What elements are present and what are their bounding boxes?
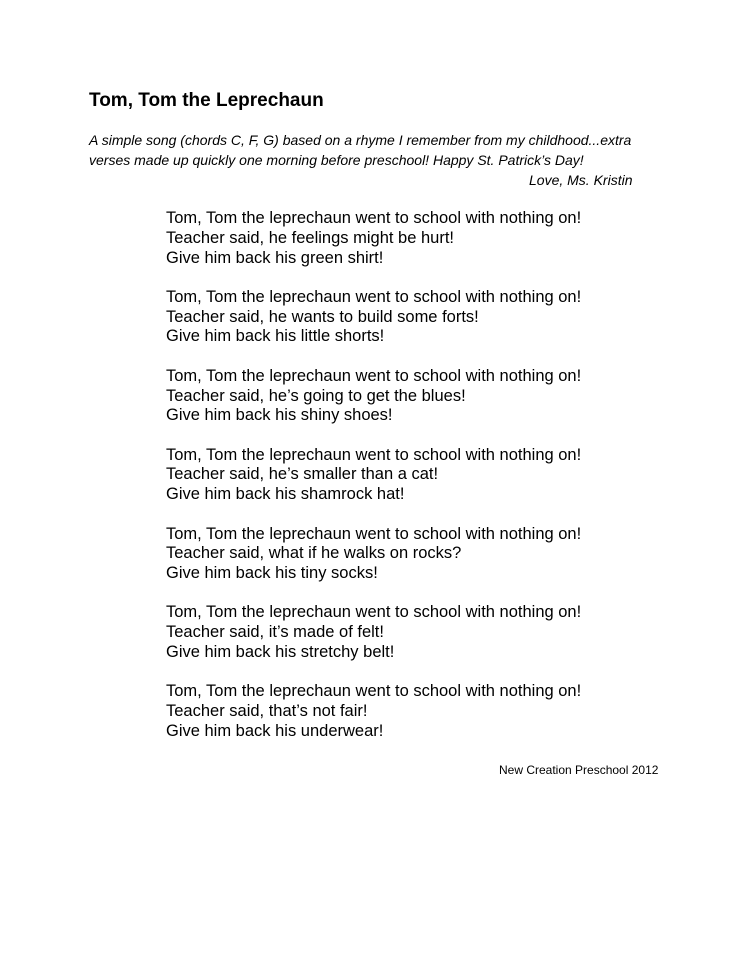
footer-credit: New Creation Preschool 2012	[499, 763, 659, 777]
verse-line: Give him back his little shorts!	[166, 327, 385, 346]
verse-7	[166, 682, 686, 741]
verse-line: Give him back his shiny shoes!	[166, 406, 393, 425]
verse-line: Teacher said, what if he walks on rocks?	[166, 544, 462, 563]
intro-line: verses made up quickly one morning before preschool! Happy St. Patrick’s Day!	[89, 152, 584, 168]
verse-line: Teacher said, that’s not fair!	[166, 702, 368, 721]
verse-line: Give him back his stretchy belt!	[166, 643, 395, 662]
verse-line: Tom, Tom the leprechaun went to school with nothing on!	[166, 445, 582, 464]
verse-line: Tom, Tom the leprechaun went to school with nothing on!	[166, 682, 582, 701]
verse-4	[166, 446, 686, 505]
song-title: Tom, Tom the Leprechaun	[89, 90, 324, 111]
verse-line: Teacher said, he wants to build some forts!	[166, 307, 479, 326]
verse-line: Tom, Tom the leprechaun went to school with nothing on!	[166, 524, 582, 543]
verse-line: Tom, Tom the leprechaun went to school with nothing on!	[166, 366, 582, 385]
intro-note	[89, 130, 669, 170]
verse-line: Tom, Tom the leprechaun went to school with nothing on!	[166, 209, 582, 227]
intro-line: A simple song (chords C, F, G) based on a rhyme I remember from my childhood...extra	[89, 132, 632, 148]
verse-6	[166, 603, 686, 662]
signoff: Love, Ms. Kristin	[529, 172, 633, 188]
verse-line: Give him back his shamrock hat!	[166, 485, 405, 504]
verse-line: Give him back his underwear!	[166, 721, 384, 740]
verse-line: Teacher said, he’s smaller than a cat!	[166, 465, 439, 484]
verse-3	[166, 367, 686, 426]
verse-5	[166, 525, 686, 584]
verse-line: Give him back his green shirt!	[166, 248, 384, 267]
song-verses	[166, 209, 686, 761]
verse-line: Give him back his tiny socks!	[166, 564, 378, 583]
verse-2	[166, 288, 686, 347]
verse-line: Teacher said, he feelings might be hurt!	[166, 228, 455, 247]
verse-1	[166, 209, 686, 268]
verse-line: Tom, Tom the leprechaun went to school with nothing on!	[166, 603, 582, 622]
verse-line: Tom, Tom the leprechaun went to school with nothing on!	[166, 287, 582, 306]
verse-line: Teacher said, it’s made of felt!	[166, 623, 384, 642]
verse-line: Teacher said, he’s going to get the blues!	[166, 386, 466, 405]
